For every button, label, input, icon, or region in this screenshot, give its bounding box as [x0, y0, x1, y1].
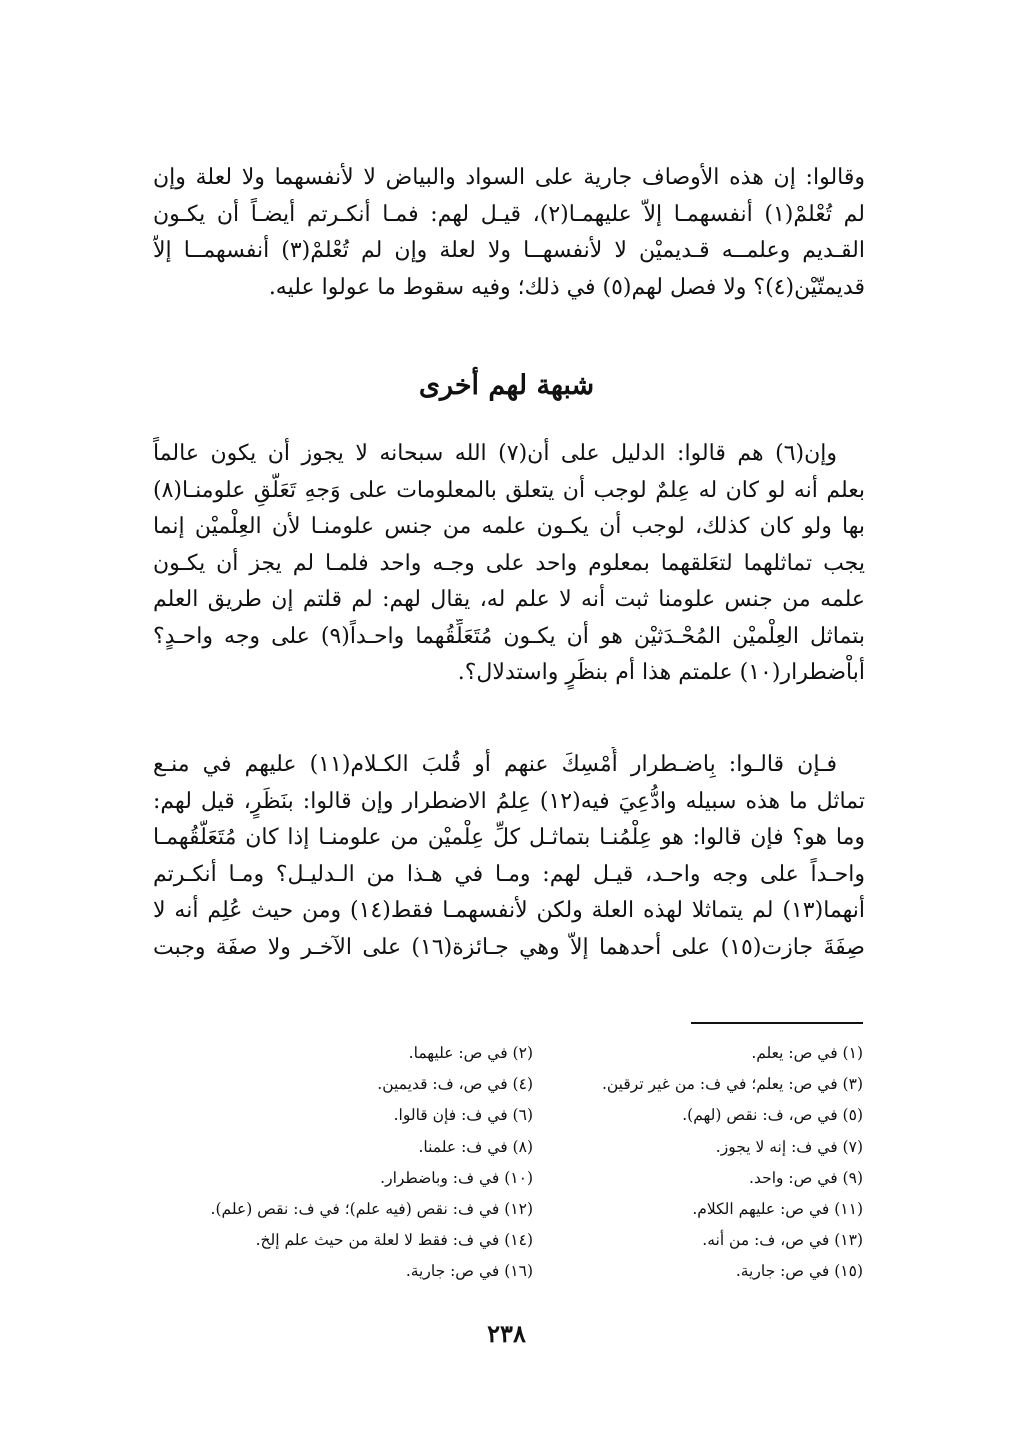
text-line: وإن(٦) هم قالوا: الدليل على أن(٧) الله سبحانه لا يجوز أن يكون عالماً	[153, 441, 837, 466]
text-line: وما هو؟ فإن قالوا: هو عِلْمُنـا بتماثـل كلِّ عِلْميْن من علومنـا إذا كان مُتَعَلَّقُهمـا	[153, 825, 865, 850]
footnote: (١٦) في ص: جارية.	[405, 1262, 533, 1281]
paragraph-3	[153, 747, 865, 966]
footnotes	[151, 1038, 863, 1288]
page-number: ٢٣٨	[487, 1319, 526, 1348]
footnote: (٦) في ف: فإن قالوا.	[393, 1106, 533, 1125]
footnote: (٢) في ص: عليهما.	[408, 1044, 533, 1062]
footnote: (١٥) في ص: جارية.	[735, 1262, 863, 1281]
footnote: (١٢) في ف: نقص (فيه علم)؛ في ف: نقص (علم).	[210, 1199, 533, 1218]
section-heading: شبهة لهم أخرى	[418, 370, 595, 401]
footnote: (١٣) في ص، ف: من أنه.	[702, 1231, 863, 1250]
text-line: علمه من جنس علومنا ثبت أنه لا علم له، يقال لهم: لم قلتم إن طريق العلم	[153, 587, 865, 612]
text-line: أباْضطرار(١٠) علمتم هذا أم بنظَرٍ واستدلال؟.	[457, 660, 865, 685]
footnote: (٧) في ف: إنه لا يجوز.	[715, 1137, 863, 1156]
text-line: القـديم وعلمــه قـديميْن لا لأنفسهــا ولا لعلة وإن لم تُعْلمْ(٣) أنفسهمــا إلاّ	[153, 238, 865, 263]
footnote: (٨) في ف: علمنا.	[418, 1137, 533, 1156]
footnote: (٤) في ص، ف: قديمين.	[377, 1075, 533, 1094]
footnote: (١١) في ص: عليهم الكلام.	[692, 1199, 863, 1218]
footnote: (٣) في ص: يعلم؛ في ف: من غير ترقين.	[601, 1075, 863, 1094]
text-line: فـإن قالـوا: بِاضـطرار أُمْسِكَ عنهم أو قُلبَ الكـلام(١١) عليهم في منـع	[153, 752, 837, 777]
text-line: لم تُعْلمْ(١) أنفسهمـا إلاّ عليهمـا(٢)، قيـل لهم: فمـا أنكـرتم أيضـاً أن يكـون	[153, 201, 865, 227]
footnote: (١٠) في ف: وباضطرار.	[380, 1168, 533, 1187]
text-line: يجب تماثلهما لتعَلقهما بمعلوم واحد على وجـه واحد فلمـا لم يجز أن يكـون	[153, 550, 865, 576]
text-line: أنهما(١٣) لم يتماثلا لهذه العلة ولكن لأنفسهمـا فقط(١٤) ومن حيث عُلِم أنه لا	[153, 898, 865, 923]
text-line: قديمتّيْن(٤)؟ ولا فصل لهم(٥) في ذلك؛ وفيه سقوط ما عولوا عليه.	[268, 274, 865, 300]
text-line: بعلم أنه لو كان له عِلمٌ لوجب أن يتعلق بالمعلومات على وَجهِ تَعَلُّقِ علومنـا(٨)	[153, 477, 865, 503]
paragraph-2	[153, 436, 865, 692]
text-line: بها ولو كان كذلك، لوجب أن يكـون علمه من جنس علومنـا لأن العِلْميْن إنما	[153, 514, 865, 539]
footnote: (٥) في ص، ف: نقص (لهم).	[682, 1106, 863, 1125]
text-line: صِفَةَ جازت(١٥) على أحدهما إلاّ وهي جـائزة(١٦) على الآخـر ولا صفَة وجبت	[153, 934, 865, 960]
text-line: تماثل ما هذه سبيله وادُّعِيَ فيه(١٢) عِلمُ الاضطرار وإن قالوا: بنَظَرٍ، قيل لهم:	[153, 788, 865, 814]
text-line: بتماثل العِلْميْن المُحْـدَثيْن هو أن يكـون مُتَعَلِّقُهما واحـداً(٩) على وجه واحـدٍ؟	[153, 623, 865, 649]
text-line: وقالوا: إن هذه الأوصاف جارية على السواد والبياض لا لأنفسهما ولا لعلة وإن	[153, 165, 865, 190]
footnote: (١٤) في ف: فقط لا لعلة من حيث علم إلخ.	[255, 1231, 533, 1250]
text-line: واحـداً على وجه واحـد، قيـل لهم: ومـا في هـذا من الـدليـل؟ ومـا أنكـرتم	[153, 861, 865, 887]
footnote-divider	[691, 1022, 863, 1024]
paragraph-1	[153, 160, 865, 306]
footnote: (٩) في ص: واحد.	[749, 1168, 863, 1187]
footnote: (١) في ص: يعلم.	[751, 1044, 863, 1062]
